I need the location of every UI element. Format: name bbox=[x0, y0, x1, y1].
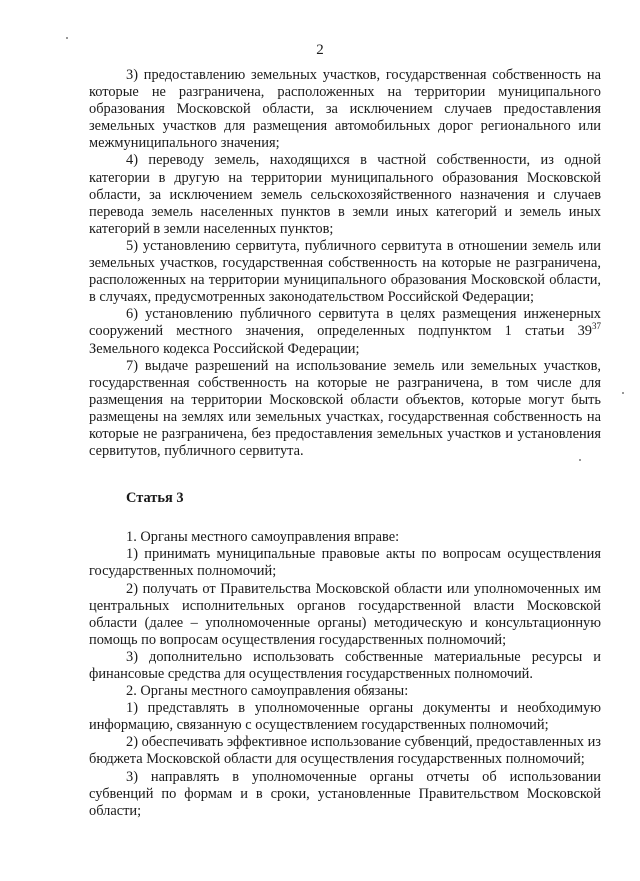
document-body bbox=[89, 67, 601, 820]
section-1-item-1: 1) принимать муниципальные правовые акты по вопросам осуществления государственных полномочий; bbox=[89, 546, 601, 580]
section-2-intro: 2. Органы местного самоуправления обязаны: bbox=[126, 683, 409, 700]
page-number: 2 bbox=[316, 42, 324, 58]
section-2-item-3: 3) направлять в уполномоченные органы отчеты об использовании субвенций по формам и в сроки, установленные Правительством Московской области; bbox=[89, 768, 601, 819]
paragraph-item-6-tail: Земельного кодекса Российской Федерации; bbox=[89, 340, 360, 357]
paragraph-item-6-text: 6) установлению публичного сервитута в целях размещения инженерных сооружений местного значения, определенных подпунктом 1 статьи 39 bbox=[89, 306, 601, 340]
section-1-intro: 1. Органы местного самоуправления вправе: bbox=[126, 529, 400, 546]
section-2-item-2: 2) обеспечивать эффективное использование субвенций, предоставленных из бюджета Московской области для осуществления государственных полномочий; bbox=[89, 734, 601, 768]
article-heading: Статья 3 bbox=[126, 490, 184, 507]
paragraph-item-4: 4) переводу земель, находящихся в частной собственности, из одной категории в другую на территории муниципального образования Московской области, за исключением земель сельскохозяйственного назначения и случаев перевода земель населенных пунктов в земли иных категорий и земель иных категорий в земли населенных пунктов; bbox=[89, 152, 601, 237]
section-1-item-3: 3) дополнительно использовать собственные материальные ресурсы и финансовые средства для осуществления государственных полномочий. bbox=[89, 648, 601, 682]
scan-speck bbox=[66, 37, 68, 39]
article-superscript: 37 bbox=[592, 321, 601, 332]
paragraph-item-3: 3) предоставлению земельных участков, государственная собственность на которые не разграничена, расположенных на территории муниципального образования Московской области, за исключением случаев предоставления земельных участков для размещения автомобильных дорог регионального или межмуниципального значения; bbox=[89, 67, 601, 152]
section-2-item-1: 1) представлять в уполномоченные органы документы и необходимую информацию, связанную с осуществлением государственных полномочий; bbox=[89, 700, 601, 734]
scan-speck bbox=[579, 459, 581, 461]
scan-speck bbox=[622, 392, 624, 394]
paragraph-item-6 bbox=[89, 306, 601, 357]
paragraph-item-5: 5) установлению сервитута, публичного сервитута в отношении земель или земельных участков, государственная собственность на которые не разграничена, расположенных на территории муниципального образования Московской области, в случаях, предусмотренных законодательством Российской Федерации; bbox=[89, 237, 601, 306]
section-1-item-2: 2) получать от Правительства Московской области или уполномоченных им центральных исполнительных органов государственной власти Московской области (далее – уполномоченные органы) методическую и консультационную помощь по вопросам осуществления государственных полномочий; bbox=[89, 580, 601, 648]
paragraph-item-7: 7) выдаче разрешений на использование земель или земельных участков, государственная собственность на которые не разграничена, в том числе для размещения на территории Московской области объектов, которые могут быть размещены на землях или земельных участках, государственная собственность на которые не разграничена, без предоставления земельных участков и установления сервитутов, публичного сервитута. bbox=[89, 357, 601, 460]
